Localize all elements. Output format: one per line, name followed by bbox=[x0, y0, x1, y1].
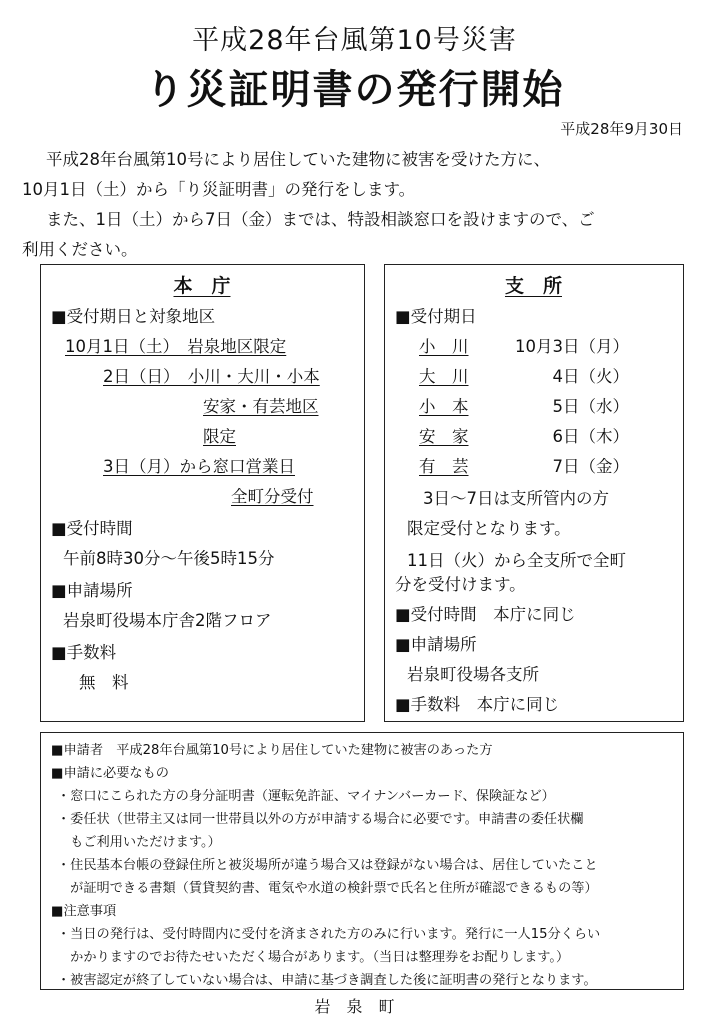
note-line: ■申請に必要なもの bbox=[51, 766, 169, 781]
branch-row bbox=[419, 423, 629, 447]
branch-row bbox=[419, 363, 629, 387]
honcho-schedule-2c: 限定 bbox=[203, 427, 236, 446]
honcho-schedule-3a: 3日（月）から窓口営業日 bbox=[103, 457, 295, 476]
intro-line-3: また、1日（土）から7日（金）までは、特設相談窓口を設けますので、ご bbox=[46, 210, 595, 229]
shisho-note-1b: 限定受付となります。 bbox=[407, 519, 571, 538]
branch-date: 7日（金） bbox=[552, 457, 629, 476]
branch-date: 4日（火） bbox=[552, 367, 629, 386]
title-line-2: り災証明書の発行開始 bbox=[144, 67, 565, 113]
branch-date: 6日（木） bbox=[552, 427, 629, 446]
honcho-schedule-2b: 安家・有芸地区 bbox=[203, 397, 319, 416]
issue-date: 平成28年9月30日 bbox=[560, 120, 683, 138]
shisho-note-1a: 3日～7日は支所管内の方 bbox=[423, 489, 609, 508]
shisho-box bbox=[384, 264, 684, 722]
note-line: ・当日の発行は、受付時間内に受付を済まされた方のみに行います。発行に一人15分くらい bbox=[57, 927, 601, 942]
note-line: ・住民基本台帳の登録住所と被災場所が違う場合又は登録がない場合は、居住していたこと bbox=[57, 858, 598, 873]
shisho-place: 岩泉町役場各支所 bbox=[407, 665, 539, 684]
branch-date: 5日（水） bbox=[552, 397, 629, 416]
branch-row bbox=[419, 453, 629, 477]
branch-name: 有 芸 bbox=[419, 457, 469, 476]
note-line: ■注意事項 bbox=[51, 904, 117, 919]
honcho-period-section: ■受付期日と対象地区 bbox=[51, 307, 216, 326]
footer-town-name: 岩 泉 町 bbox=[314, 997, 395, 1016]
honcho-schedule-1: 10月1日（土） 岩泉地区限定 bbox=[65, 337, 287, 356]
honcho-box bbox=[40, 264, 365, 722]
honcho-place-section: ■申請場所 bbox=[51, 581, 133, 600]
honcho-fee: 無 料 bbox=[79, 673, 129, 692]
shisho-note-2b: 分を受付けます。 bbox=[395, 575, 526, 594]
branch-name: 安 家 bbox=[419, 427, 469, 446]
intro-line-1: 平成28年台風第10号により居住していた建物に被害を受けた方に、 bbox=[46, 150, 550, 169]
branch-name: 小 本 bbox=[419, 397, 469, 416]
intro-line-2: 10月1日（土）から「り災証明書」の発行をします。 bbox=[22, 180, 416, 199]
honcho-fee-section: ■手数料 bbox=[51, 643, 117, 662]
note-line: かかりますのでお待たせいただく場合があります。（当日は整理券をお配りします。） bbox=[57, 950, 570, 965]
honcho-hours-section: ■受付時間 bbox=[51, 519, 133, 538]
note-line: が証明できる書類（賃貸契約書、電気や水道の検針票で氏名と住所が確認できるもの等） bbox=[57, 881, 598, 896]
note-line: ■申請者 平成28年台風第10号により居住していた建物に被害のあった方 bbox=[51, 743, 493, 758]
intro-line-4: 利用ください。 bbox=[22, 240, 138, 259]
notes-box bbox=[40, 732, 684, 990]
title-line-1: 平成28年台風第10号災害 bbox=[192, 25, 517, 56]
shisho-hours: ■受付時間 本庁に同じ bbox=[395, 605, 576, 624]
honcho-schedule-2a: 2日（日） 小川・大川・小本 bbox=[103, 367, 320, 386]
honcho-schedule-3b: 全町分受付 bbox=[231, 487, 314, 506]
note-line: ・委任状（世帯主又は同一世帯員以外の方が申請する場合に必要です。申請書の委任状欄 bbox=[57, 812, 584, 827]
shisho-heading: 支 所 bbox=[504, 275, 562, 297]
honcho-place: 岩泉町役場本庁舎2階フロア bbox=[63, 611, 272, 630]
honcho-hours: 午前8時30分～午後5時15分 bbox=[63, 549, 275, 568]
note-line: ・窓口にこられた方の身分証明書（運転免許証、マイナンバーカード、保険証など） bbox=[57, 789, 555, 804]
honcho-heading: 本 庁 bbox=[173, 275, 231, 297]
branch-row bbox=[419, 393, 629, 417]
branch-name: 大 川 bbox=[419, 367, 469, 386]
shisho-fee: ■手数料 本庁に同じ bbox=[395, 695, 560, 714]
shisho-note-2a: 11日（火）から全支所で全町 bbox=[407, 551, 626, 570]
shisho-period-section: ■受付期日 bbox=[395, 307, 477, 326]
note-line: もご利用いただけます。） bbox=[57, 835, 221, 850]
note-line: ・被害認定が終了していない場合は、申請に基づき調査した後に証明書の発行となります。 bbox=[57, 973, 597, 988]
branch-row bbox=[419, 333, 629, 357]
branch-name: 小 川 bbox=[419, 337, 469, 356]
shisho-place-section: ■申請場所 bbox=[395, 635, 477, 654]
branch-date: 10月3日（月） bbox=[515, 337, 629, 356]
